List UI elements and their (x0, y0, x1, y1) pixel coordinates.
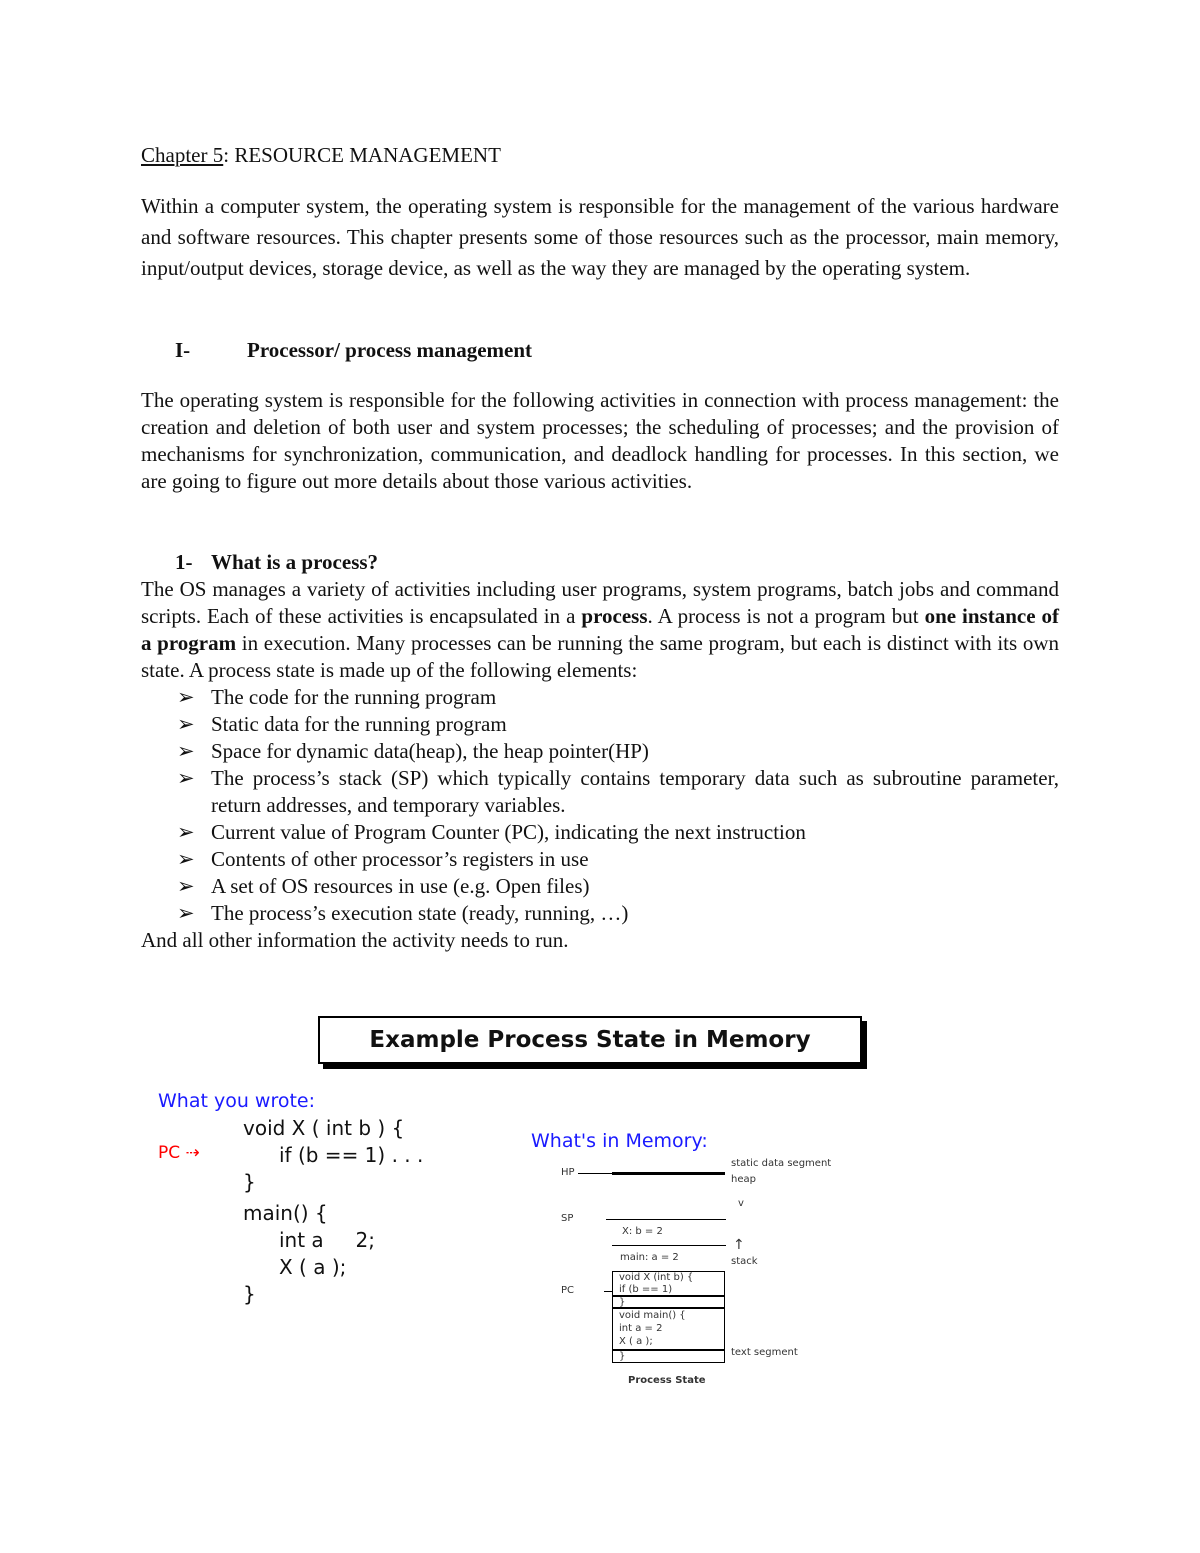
figure-caption: Process State (628, 1375, 706, 1386)
what-you-wrote-label: What you wrote: (158, 1090, 316, 1112)
list-item: ➢ The code for the running program (177, 685, 497, 709)
hp-label: HP (561, 1167, 575, 1178)
section-title: Processor/ process management (247, 338, 532, 362)
section-heading (175, 338, 532, 363)
list-item: ➢ Contents of other processor’s registers in use (177, 847, 589, 871)
subsection-title: What is a process? (211, 550, 379, 574)
closing-line: And all other information the activity needs to run. (141, 928, 569, 952)
text-segment-label: text segment (731, 1347, 798, 1358)
list-item: ➢ Static data for the running program (177, 712, 507, 736)
arrow-bullet-icon: ➢ (177, 874, 195, 898)
document-page: Chapter 5: RESOURCE MANAGEMENT Within a computer system, the operating system is responsible for the management of the various hardware and software resources. This chapter presents some of those resources such as the processor, main memory, input/output devices, storage device, as well as the way they are managed by the operating system. I- Processor/ process management The operating system is responsible for the following activities in connection with process management: the creation and deletion of both user and system processes; the scheduling of processes; and the provision of mechanisms for synchronization, communication, and deadlock handling for processes. In this section, we are going to figure out more details about those various activities. 1- What is a process? The OS manages a variety of activities including user programs, system programs, batch jobs and command scripts. Each of these activities is encapsulated in a process. A process is not a program but one instance of a program in execution. Many processes can be running the same program, but each is distinct with its own state. A process state is made up of the following elements: ➢ The code for the running program ➢ Static data for the running program ➢ Space for dynamic data(heap), the heap pointer(HP) ➢ The process’s stack (SP) which typically contains temporary data such as subroutine parameter, return addresses, and temporary variables. ➢ Current value of Program Counter (PC), indicating the next instruction ➢ Contents of other processor’s registers in use ➢ A set of OS resources in use (e.g. Open files) ➢ The process’s execution state (ready, running, …) And all other information the activity needs to run. Example Process State in Memory What you wrote: PC ⇢ void X ( int b ) { if (b == 1) . . . } main() { int a 2; X ( a ); } What's in Memory: HP static data segment heap v SP X: b = 2 ↑ main: a = 2 stack PC void X (int b) { if (b == 1) } void main() { int a = 2 X ( a ); } text segment Process State (0, 0, 1200, 1553)
sp-label: SP (561, 1213, 574, 1224)
whats-in-memory-label: What's in Memory: (531, 1130, 708, 1152)
list-item: ➢ Space for dynamic data(heap), the heap pointer(HP) (177, 739, 649, 763)
list-item: ➢ The process’s stack (SP) which typically contains temporary data such as subroutine parameter, return addresses, and temporary variables. (177, 766, 1059, 817)
process-state-list (141, 684, 1059, 927)
arrow-bullet-icon: ➢ (177, 712, 195, 736)
subsection-heading (175, 550, 378, 575)
arrow-bullet-icon: ➢ (177, 766, 195, 790)
stack-label: stack (731, 1256, 758, 1267)
process-section (141, 576, 1059, 954)
list-item: ➢ A set of OS resources in use (e.g. Open files) (177, 874, 590, 898)
static-data-label: static data segment (731, 1158, 832, 1169)
process-paragraph: The OS manages a variety of activities including user programs, system programs, batch jobs and command scripts. Each of these activities is encapsulated in a process. A process is not a program but one instance of a program in execution. Many processes can be running the same program, but each is distinct with its own state. A process state is made up of the following elements: (141, 577, 1060, 682)
arrow-bullet-icon: ➢ (177, 901, 195, 925)
intro-paragraph: Within a computer system, the operating system is responsible for the management of the various hardware and software resources. This chapter presents some of those resources such as the processor, main memory, input/output devices, storage device, as well as the way they are managed by the operating system. (141, 194, 1059, 280)
arrow-bullet-icon: ➢ (177, 685, 195, 709)
arrow-bullet-icon: ➢ (177, 739, 195, 763)
source-code: void X ( int b ) { if (b == 1) . . . } main() { int a 2; X ( a ); } (243, 1116, 424, 1306)
arrow-bullet-icon: ➢ (177, 847, 195, 871)
section-paragraph: The operating system is responsible for the following activities in connection with process management: the creation and deletion of both user and system processes; the scheduling of processes; and the provision of mechanisms for synchronization, communication, and deadlock handling for processes. In this section, we are going to figure out more details about those various activities. (141, 388, 1059, 493)
pc-pointer: PC ⇢ (158, 1143, 200, 1163)
chapter-label: Chapter 5 (141, 143, 224, 167)
arrow-bullet-icon: ➢ (177, 820, 195, 844)
chapter-heading (141, 143, 1059, 168)
stack-frame: X: b = 2 (622, 1226, 663, 1237)
section-number: I- (175, 338, 191, 362)
list-item: ➢ Current value of Program Counter (PC), indicating the next instruction (177, 820, 806, 844)
chapter-title: : RESOURCE MANAGEMENT (223, 143, 501, 167)
subsection-number: 1- (175, 550, 193, 574)
figure-title: Example Process State in Memory (318, 1016, 862, 1064)
pc-label: PC (561, 1285, 575, 1296)
heap-label: heap (731, 1174, 756, 1185)
stack-frame: main: a = 2 (620, 1252, 679, 1263)
list-item: ➢ The process’s execution state (ready, running, …) (177, 901, 629, 925)
